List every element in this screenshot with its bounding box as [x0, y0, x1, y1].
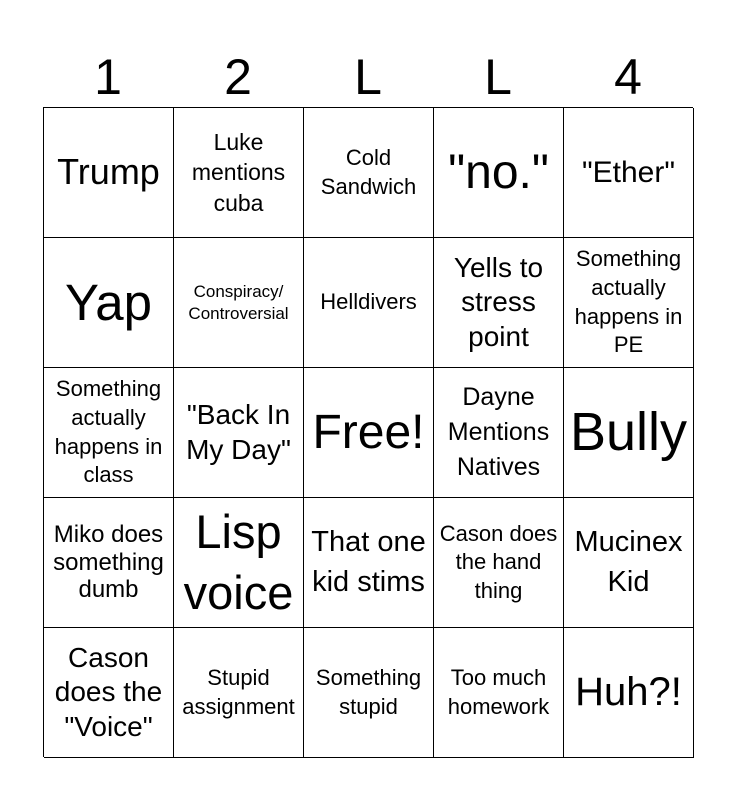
cell-label: Mucinex Kid: [574, 526, 683, 598]
bingo-cell[interactable]: [564, 498, 694, 628]
cell-label: Cason does the "Voice": [54, 642, 163, 742]
cell-label: Cold Sandwich: [320, 144, 417, 199]
header-letter-4: L: [484, 49, 512, 105]
cell-label: Conspiracy/ Controversial: [188, 282, 289, 323]
cell-label: Something actually happens in class: [54, 376, 163, 488]
bingo-cell[interactable]: [304, 238, 434, 368]
bingo-cell[interactable]: [434, 628, 564, 758]
header-letter-5: 4: [614, 49, 642, 105]
bingo-cell[interactable]: [564, 368, 694, 498]
bingo-cell[interactable]: [304, 368, 434, 498]
header-letter-3: L: [354, 49, 382, 105]
cell-label: Dayne Mentions Natives: [447, 383, 550, 481]
bingo-cell[interactable]: [174, 108, 304, 238]
bingo-cell[interactable]: [44, 108, 174, 238]
header-letter-2: 2: [224, 49, 252, 105]
bingo-cell[interactable]: [304, 108, 434, 238]
bingo-header: [43, 48, 693, 106]
cell-label: Miko does something dumb: [53, 520, 164, 604]
bingo-cell[interactable]: [564, 108, 694, 238]
cell-label: Huh?!: [575, 670, 682, 715]
bingo-cell[interactable]: [304, 498, 434, 628]
bingo-cell[interactable]: [434, 238, 564, 368]
cell-label: Free!: [312, 405, 425, 459]
bingo-board: [43, 107, 693, 757]
cell-label: Stupid assignment: [182, 664, 295, 719]
cell-label: Cason does the hand thing: [439, 520, 558, 603]
bingo-cell[interactable]: [564, 238, 694, 368]
bingo-cell[interactable]: [44, 628, 174, 758]
cell-label: Something actually happens in PE: [574, 246, 683, 358]
bingo-cell[interactable]: [44, 238, 174, 368]
bingo-cell[interactable]: [304, 628, 434, 758]
bingo-cell[interactable]: [564, 628, 694, 758]
bingo-cell[interactable]: [44, 498, 174, 628]
cell-label: That one kid stims: [311, 526, 426, 598]
cell-label: "Back In My Day": [186, 399, 291, 465]
cell-label: Bully: [569, 402, 688, 463]
bingo-cell[interactable]: [174, 238, 304, 368]
cell-label: Too much homework: [447, 664, 550, 719]
bingo-cell[interactable]: [434, 368, 564, 498]
bingo-cell[interactable]: [434, 498, 564, 628]
cell-label: "Ether": [581, 155, 675, 189]
cell-label: Yap: [65, 273, 152, 331]
bingo-cell[interactable]: [174, 628, 304, 758]
cell-label: Helldivers: [320, 289, 417, 315]
cell-label: Lisp voice: [183, 505, 294, 619]
header-letter-1: 1: [94, 49, 122, 105]
cell-label: Trump: [57, 151, 160, 193]
bingo-cell[interactable]: [434, 108, 564, 238]
bingo-cell[interactable]: [174, 368, 304, 498]
cell-label: Luke mentions cuba: [191, 128, 286, 216]
cell-label: Something stupid: [315, 664, 422, 719]
bingo-cell[interactable]: [174, 498, 304, 628]
bingo-cell[interactable]: [44, 368, 174, 498]
cell-label: "no.": [448, 145, 549, 199]
cell-label: Yells to stress point: [453, 252, 544, 352]
